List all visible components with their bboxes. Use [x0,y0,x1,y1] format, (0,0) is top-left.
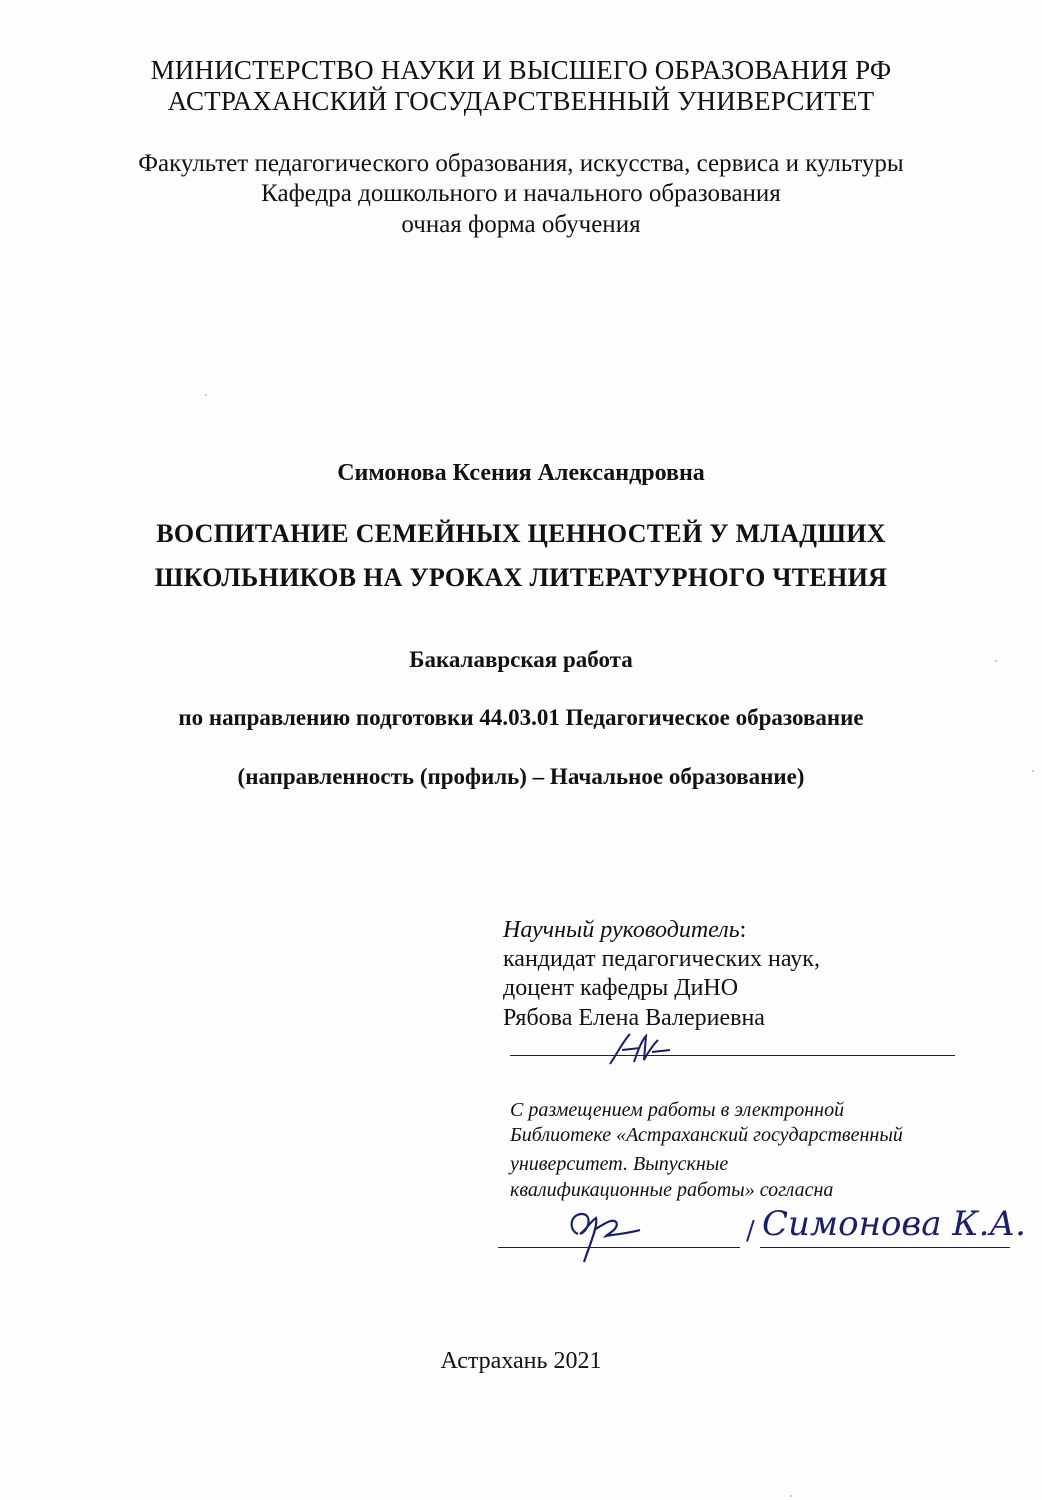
supervisor-label-colon: : [739,917,747,943]
consent-line-3: университет. Выпускные [510,1153,729,1175]
department-line: Кафедра дошкольного и начального образования [261,180,781,207]
signature-separator: / [746,1216,755,1246]
supervisor-label-row [503,917,746,944]
supervisor-label: Научный руководитель [503,917,740,943]
consent-line-4: квалификационные работы» согласна [510,1179,834,1201]
thesis-title-line-1: ВОСПИТАНИЕ СЕМЕЙНЫХ ЦЕННОСТЕЙ У МЛАДШИХ [156,519,886,548]
city-year: Астрахань 2021 [440,1348,602,1374]
profile-line: (направленность (профиль) – Начальное образование) [237,764,805,789]
scan-speck [995,660,997,662]
student-name-line [760,1247,1010,1248]
university-heading: АСТРАХАНСКИЙ ГОСУДАРСТВЕННЫЙ УНИВЕРСИТЕТ [167,86,875,116]
supervisor-name: Рябова Елена Валериевна [503,1005,765,1031]
scan-speck [205,394,207,396]
consent-line-2: Библиотеке «Астраханский государственный [510,1124,903,1146]
study-form-line: очная форма обучения [401,211,641,238]
direction-line: по направлению подготовки 44.03.01 Педагогическое образование [178,705,864,730]
ministry-heading: МИНИСТЕРСТВО НАУКИ И ВЫСШЕГО ОБРАЗОВАНИЯ РФ [150,55,892,85]
supervisor-degree: кандидат педагогических наук, [503,946,820,972]
thesis-title-line-2: ШКОЛЬНИКОВ НА УРОКАХ ЛИТЕРАТУРНОГО ЧТЕНИЯ [154,563,888,592]
scan-speck [1032,770,1034,772]
consent-line-1: С размещением работы в электронной [510,1099,845,1121]
student-signature-icon [560,1200,650,1270]
author-name: Симонова Ксения Александровна [337,460,705,486]
supervisor-position: доцент кафедры ДиНО [503,975,739,1001]
supervisor-signature-line [510,1055,955,1056]
work-type: Бакалаврская работа [409,647,633,672]
student-signature-transcript: Симонова К.А. [762,1204,1026,1244]
scan-speck [790,1495,792,1497]
supervisor-signature-icon [600,1030,680,1070]
faculty-line: Факультет педагогического образования, искусства, сервиса и культуры [138,150,904,177]
